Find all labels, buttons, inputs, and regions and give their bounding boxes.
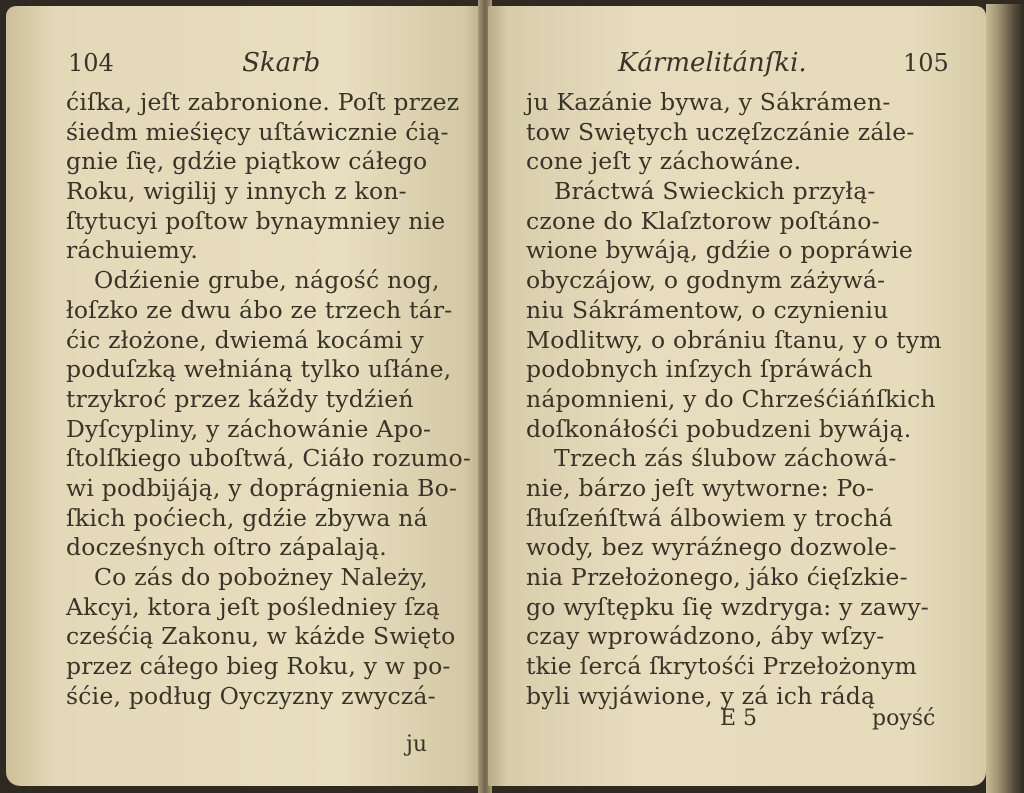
text-line: Bráctwá Swieckich przyłą- [554,177,876,206]
right-page-text [526,88,942,711]
text-line: go wyſtępku ſię wzdryga: y zawy- [526,592,929,621]
text-line: byli wyjáwione, y zá ich rádą [526,681,876,710]
left-page-header [68,48,320,78]
text-line: ſkich poćiech, gdźie zbywa ná [66,503,428,532]
text-line: Roku, wigilij y innych z kon- [66,177,407,206]
left-running-head: Skarb [242,48,321,78]
left-page-text [66,88,471,711]
text-line: doſkonáłośći pobudzeni bywáją. [526,414,912,443]
text-line: przez cáłego bieg Roku, y w po- [66,652,451,681]
text-line: Co zás do pobożney Należy, [94,563,428,591]
text-line: ſtolſkiego uboſtwá, Ciáło rozumo- [66,444,471,473]
book-page-edges [986,4,1024,793]
right-page-header [618,48,949,78]
text-line: nie, bárzo jeſt wytworne: Po- [526,473,875,502]
text-line: docześnych oſtro zápalają. [66,533,387,562]
text-line: ſłuſzeńſtwá álbowiem y trochá [526,503,893,532]
text-line: Trzech zás ślubow záchowá- [554,444,897,473]
text-line: ćic złożone, dwiemá kocámi y [66,325,425,354]
text-line: poduſzką wełniáną tylko uſłáne, [66,355,452,384]
text-line: wi podbijáją, y doprágnienia Bo- [66,473,458,502]
text-line: niu Sákrámentow, o czynieniu [526,295,889,324]
text-line: cone jeſt y záchowáne. [526,147,802,176]
text-line: podobnych inſzych ſpráwách [526,355,873,384]
left-page-number: 104 [68,49,114,77]
text-line: obyczájow, o godnym záżywá- [526,266,886,295]
right-page [488,6,986,786]
text-line: tow Swiętych uczęſzczánie zále- [526,117,915,146]
text-line: cześćią Zakonu, w káżde Swięto [66,622,456,651]
text-line: tkie ſercá ſkrytośći Przełożonym [526,652,918,681]
text-line: czone do Klaſztorow poſtáno- [526,206,880,235]
left-catchword: ju [406,732,427,757]
text-line: ráchuiemy. [66,236,199,265]
right-catchword: poyść [872,706,936,731]
text-line: ćiſka, jeſt zabronione. Poſt przez [66,88,460,116]
right-running-head: Kármelitánſki. [618,48,807,78]
text-line: Dyſcypliny, y záchowánie Apo- [66,414,432,443]
text-line: wione bywáją, gdźie o popráwie [526,236,913,265]
left-page [6,6,484,786]
text-line: nia Przełożonego, jáko ćięſzkie- [526,563,908,591]
text-line: ſtytucyi poſtow bynaymniey nie [66,206,446,235]
right-page-number: 105 [902,49,949,77]
text-line: trzykroć przez káždy tydźień [66,384,414,413]
text-line: Odźienie grube, nágość nog, [94,266,440,295]
text-line: nápomnieni, y do Chrześćiáńſkich [526,384,936,413]
text-line: Modlitwy, o obrániu ſtanu, y o tym [526,325,942,354]
text-line: gnie ſię, gdźie piątkow cáłego [66,147,428,176]
text-line: łoſzko ze dwu ábo ze trzech tár- [66,295,453,324]
text-line: śćie, podług Oyczyzny zwyczá- [66,681,436,710]
text-line: czay wprowádzono, áby wſzy- [526,622,885,651]
text-line: śiedm mieśięcy uſtáwicznie ćią- [66,117,449,146]
text-line: Akcyi, ktora jeſt pośledniey ſzą [66,592,440,621]
text-line: ju Kazánie bywa, y Sákrámen- [526,88,891,116]
text-line: wody, bez wyráźnego dozwole- [526,533,897,562]
right-signature-mark: E 5 [720,706,758,731]
